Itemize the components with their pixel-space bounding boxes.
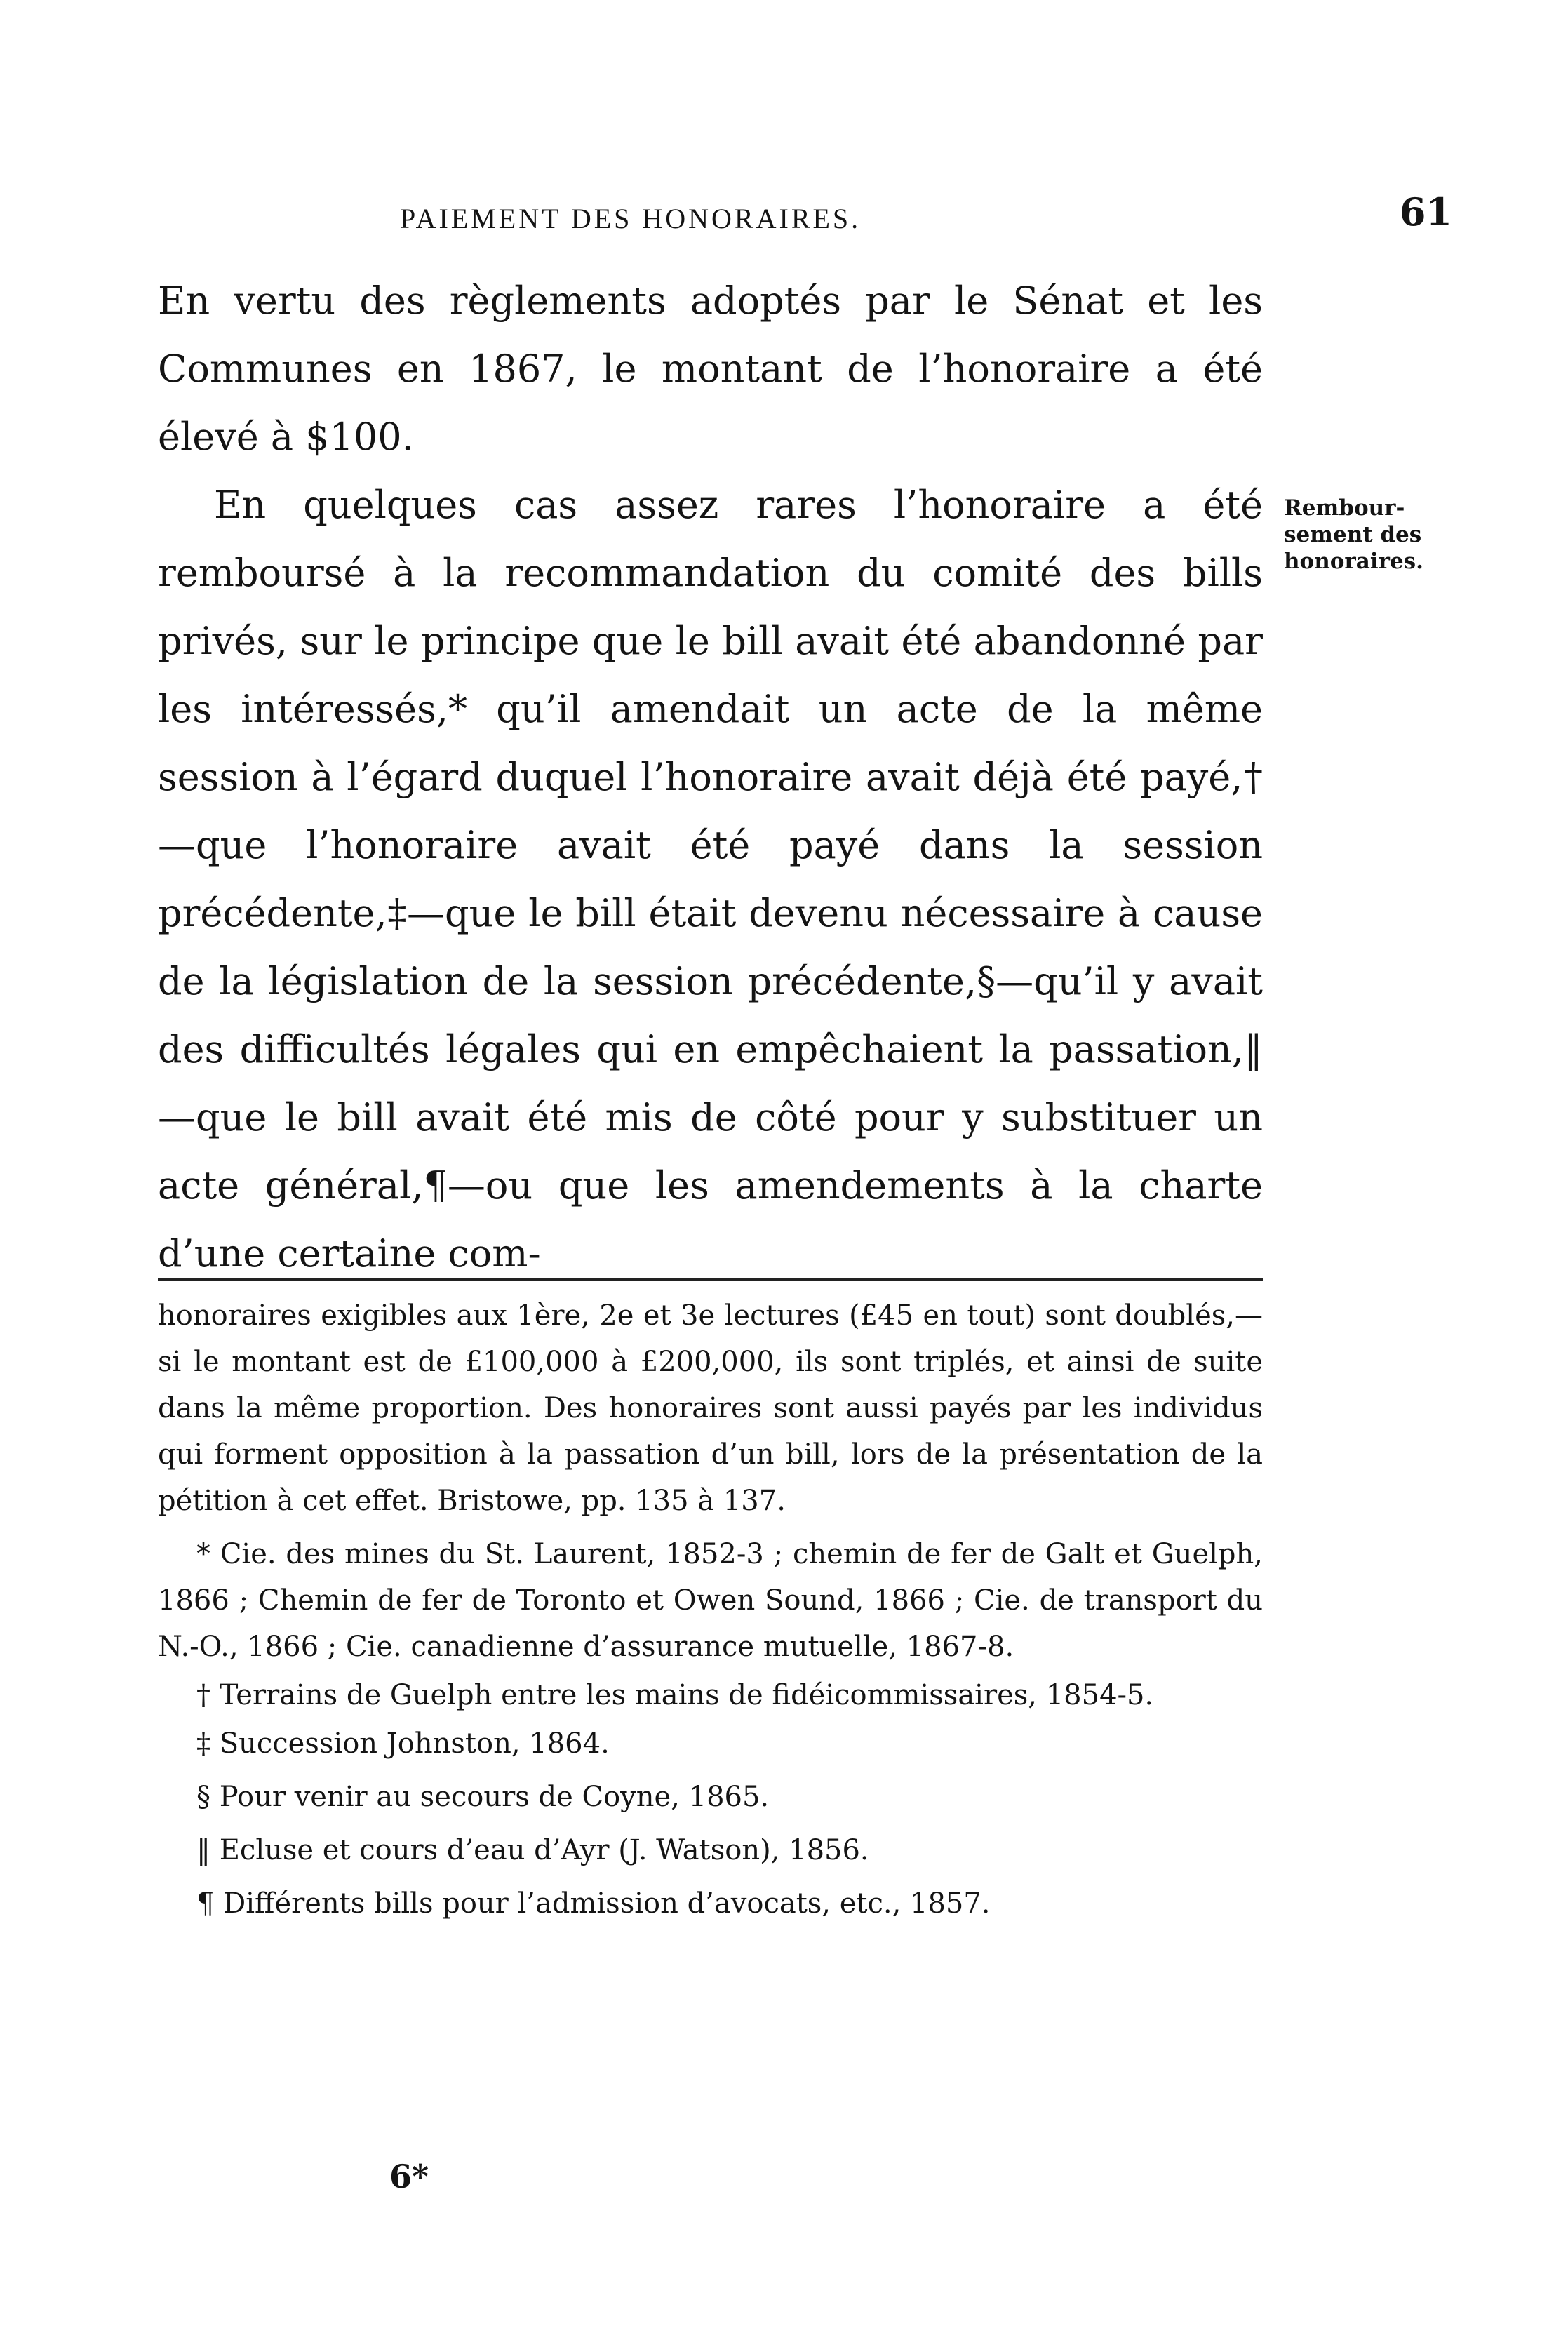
footnote-pilcrow: ¶ Différents bills pour l’admission d’avocats, etc., 1857. [196, 1887, 991, 1920]
footnote-continuation: honoraires exigibles aux 1ère, 2e et 3e lectures (£45 en tout) sont doublés,—si le montant est de £100,000 à £200,000, ils sont triplés, et ainsi de suite dans la même proportion. Des honoraires sont aussi payés par les individus qui forment opposition à la passation d’un bill, lors de la présentation de la pétition à cet effet. Bristowe, pp. 135 à 137. [158, 1299, 1263, 1517]
footnote-section: § Pour venir au secours de Coyne, 1865. [196, 1781, 770, 1813]
footnote-double-dagger: ‡ Succession Johnston, 1864. [196, 1727, 610, 1760]
page-number: 61 [1399, 189, 1452, 234]
margin-note-line: honoraires. [1284, 549, 1423, 574]
running-title: PAIEMENT DES HONORAIRES. [400, 203, 862, 234]
margin-note [1284, 495, 1466, 575]
main-text [158, 267, 1263, 1288]
footnote-star: * Cie. des mines du St. Laurent, 1852-3 ; chemin de fer de Galt et Guelph, 1866 ; Chemin de fer de Toronto et Owen Sound, 1866 ; Cie. de transport du N.-O., 1866 ; Cie. canadienne d’assurance mutuelle, 1867-8. [158, 1538, 1263, 1663]
margin-note-line: sement des [1284, 522, 1422, 547]
footnote-parallel: ‖ Ecluse et cours d’eau d’Ayr (J. Watson), 1856. [196, 1834, 869, 1866]
footnotes [158, 1292, 1263, 1934]
page-header [154, 189, 1452, 253]
footnote-dagger: † Terrains de Guelph entre les mains de fidéicommissaires, 1854-5. [196, 1679, 1154, 1711]
footnote-divider [158, 1278, 1263, 1281]
signature-mark: 6* [389, 2158, 429, 2195]
margin-note-line: Rembour- [1284, 495, 1405, 521]
paragraph-2: En quelques cas assez rares l’honoraire a été remboursé à la recommandation du comité des bills privés, sur le principe que le bill avait été abandonné par les intéressés,* qu’il amendait un acte de la même session à l’égard duquel l’honoraire avait déjà été payé,†—que l’honoraire avait été payé dans la session précédente,‡—que le bill était devenu nécessaire à cause de la législation de la session précédente,§—qu’il y avait des difficultés légales qui en empêchaient la passation,‖—que le bill avait été mis de côté pour y substituer un acte général,¶—ou que les amendements à la charte d’une certaine com- [158, 483, 1263, 1276]
paragraph-1: En vertu des règlements adoptés par le Sénat et les Communes en 1867, le montant de l’honoraire a été élevé à $100. [158, 279, 1263, 459]
